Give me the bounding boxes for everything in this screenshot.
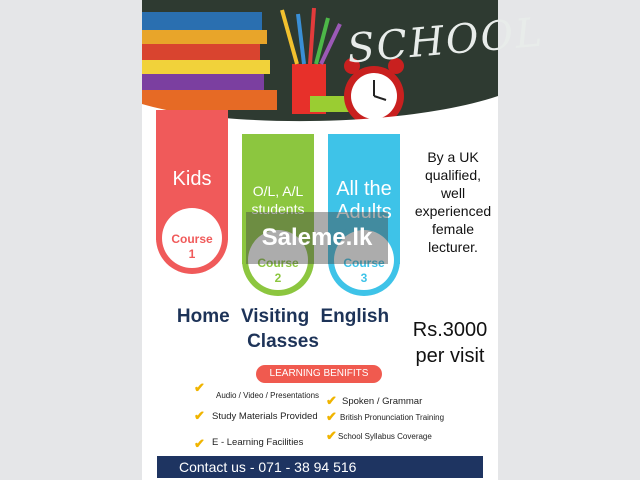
benefit-item: British Pronunciation Training xyxy=(340,413,445,422)
headline-line-1: Home Visiting English xyxy=(176,306,390,327)
course-1-badge-word: Course xyxy=(171,232,213,246)
checkmark-icon: ✔ xyxy=(326,409,337,424)
benefits-title-pill: LEARNING BENIFITS xyxy=(256,365,382,383)
benefit-item: Study Materials Provided xyxy=(212,411,318,422)
price-amount: Rs.3000 xyxy=(412,319,488,341)
headline xyxy=(160,304,406,354)
course-1-title-box xyxy=(156,168,228,191)
flyer xyxy=(142,0,546,480)
course-1-badge xyxy=(156,232,228,262)
headline-line-2: Classes xyxy=(247,331,319,352)
checkmark-icon: ✔ xyxy=(194,408,205,423)
checkmark-icon: ✔ xyxy=(194,436,205,451)
checkmark-icon: ✔ xyxy=(326,393,337,408)
course-1-badge-num: 1 xyxy=(188,247,196,261)
course-2-title: O/L, A/L students xyxy=(251,183,305,217)
watermark: Saleme.lk xyxy=(246,212,388,264)
course-2-badge-num: 2 xyxy=(274,271,282,285)
benefit-item: Spoken / Grammar xyxy=(342,396,423,407)
course-3-badge-word: Course xyxy=(343,256,385,270)
course-2-badge-word: Course xyxy=(257,256,299,270)
checkmark-icon: ✔ xyxy=(326,428,337,443)
course-3-title: All the Adults xyxy=(336,178,392,223)
benefit-item: E - Learning Facilities xyxy=(212,437,304,448)
chalkboard-school-text: SCHOOL xyxy=(345,9,546,73)
price xyxy=(404,317,496,369)
lecturer-description: By a UK qualified, well experienced female lecturer. xyxy=(414,149,492,255)
price-unit: per visit xyxy=(415,345,485,367)
benefit-item: School Syllabus Coverage xyxy=(338,432,432,441)
course-3-badge-num: 3 xyxy=(360,271,368,285)
course-1-title: Kids xyxy=(172,168,212,190)
checkmark-icon: ✔ xyxy=(194,380,205,395)
contact-bar xyxy=(157,456,483,478)
benefit-item: Audio / Video / Presentations xyxy=(216,391,320,400)
contact-text: Contact us - 071 - 38 94 516 xyxy=(179,459,357,475)
